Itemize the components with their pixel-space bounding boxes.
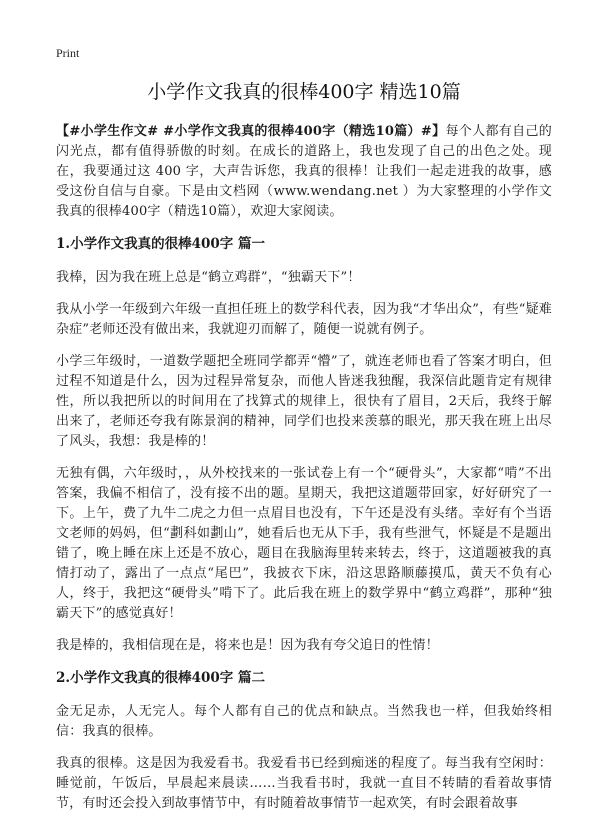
intro-text: 每个人都有自己的闪光点，都有值得骄傲的时刻。在成长的道路上，我也发现了自己的出色之处。现在，我要通过这 400 字，大声告诉您，我真的很棒！让我们一起走进我的故事，感受这份自信与自豪。下是由文档网（www.wendang.net ）为大家整理的小学作文我真的很棒400字（精选10篇），欢迎大家阅读。	[56, 124, 552, 219]
section-2	[56, 668, 552, 814]
section-paragraph: 金无足赤，人无完人。每个人都有自己的优点和缺点。当然我也一样，但我始终相信：我真的很棒。	[56, 704, 552, 739]
section-1	[56, 234, 552, 656]
section-heading: 2.小学作文我真的很棒400字 篇二	[56, 670, 265, 686]
document-title: 小学作文我真的很棒400字 精选10篇	[147, 81, 461, 103]
intro-paragraph	[56, 122, 552, 222]
section-paragraph: 我棒，因为我在班上总是“鹤立鸡群”，“独霸天下”！	[56, 270, 361, 285]
section-paragraph: 我从小学一年级到六年级一直担任班上的数学科代表，因为我“才华出众”，有些“疑难杂症”老师还没有做出来，我就迎刃而解了，随便一说就有例子。	[56, 302, 552, 337]
section-paragraph: 小学三年级时，一道数学题把全班同学都弄“懵”了，就连老师也看了答案才明白，但过程不知道是什么，因为过程异常复杂，而他人皆迷我独醒，我深信此题肯定有规律性，所以我把所以的时间用在了找算式的规律上，很快有了眉目，2天后，我终于解出来了，老师还夸我有陈景润的精神，同学们也投来羡慕的眼光，那天我在班上出尽了风头，我想：我是棒的！	[56, 354, 552, 449]
intro-lead: 【#小学生作文# #小学作文我真的很棒400字（精选10篇）#】	[56, 124, 446, 139]
section-paragraph: 我是棒的，我相信现在是，将来也是！因为我有夸父追日的性情！	[56, 638, 439, 653]
section-heading: 1.小学作文我真的很棒400字 篇一	[56, 236, 265, 252]
print-label: Print	[56, 46, 80, 60]
section-paragraph: 我真的很棒。这是因为我爱看书。我爱看书已经到痴迷的程度了。每当我有空闲时：睡觉前，午饭后，早晨起来晨读……当我看书时，我就一直目不转睛的看着故事情节，有时还会投入到故事情节中，有时随着故事情节一起欢笑，有时会跟着故事	[56, 756, 552, 811]
section-paragraph: 无独有偶，六年级时，，从外校找来的一张试卷上有一个“硬骨头”，大家都“啃”不出答案，我偏不相信了，没有接不出的题。星期天，我把这道题带回家，好好研究了一下。上午，费了九牛二虎之力但一点眉目也没有，下午还是没有头绪。幸好有个当语文老师的妈妈，但“劃科如劃山”，她看后也无从下手，我有些泄气，怀疑是不是题出错了，晚上睡在床上还是不放心，题目在我脑海里转来转去，终于，这道题被我的真情打动了，露出了一点点“尾巴”，我披衣下床，沿这思路顺藤摸瓜，黄天不负有心人，终于，我把这“硬骨头”啃下了。此后我在班上的数学界中“鹤立鸡群”，那种“独霸天下”的感觉真好！	[56, 466, 552, 621]
